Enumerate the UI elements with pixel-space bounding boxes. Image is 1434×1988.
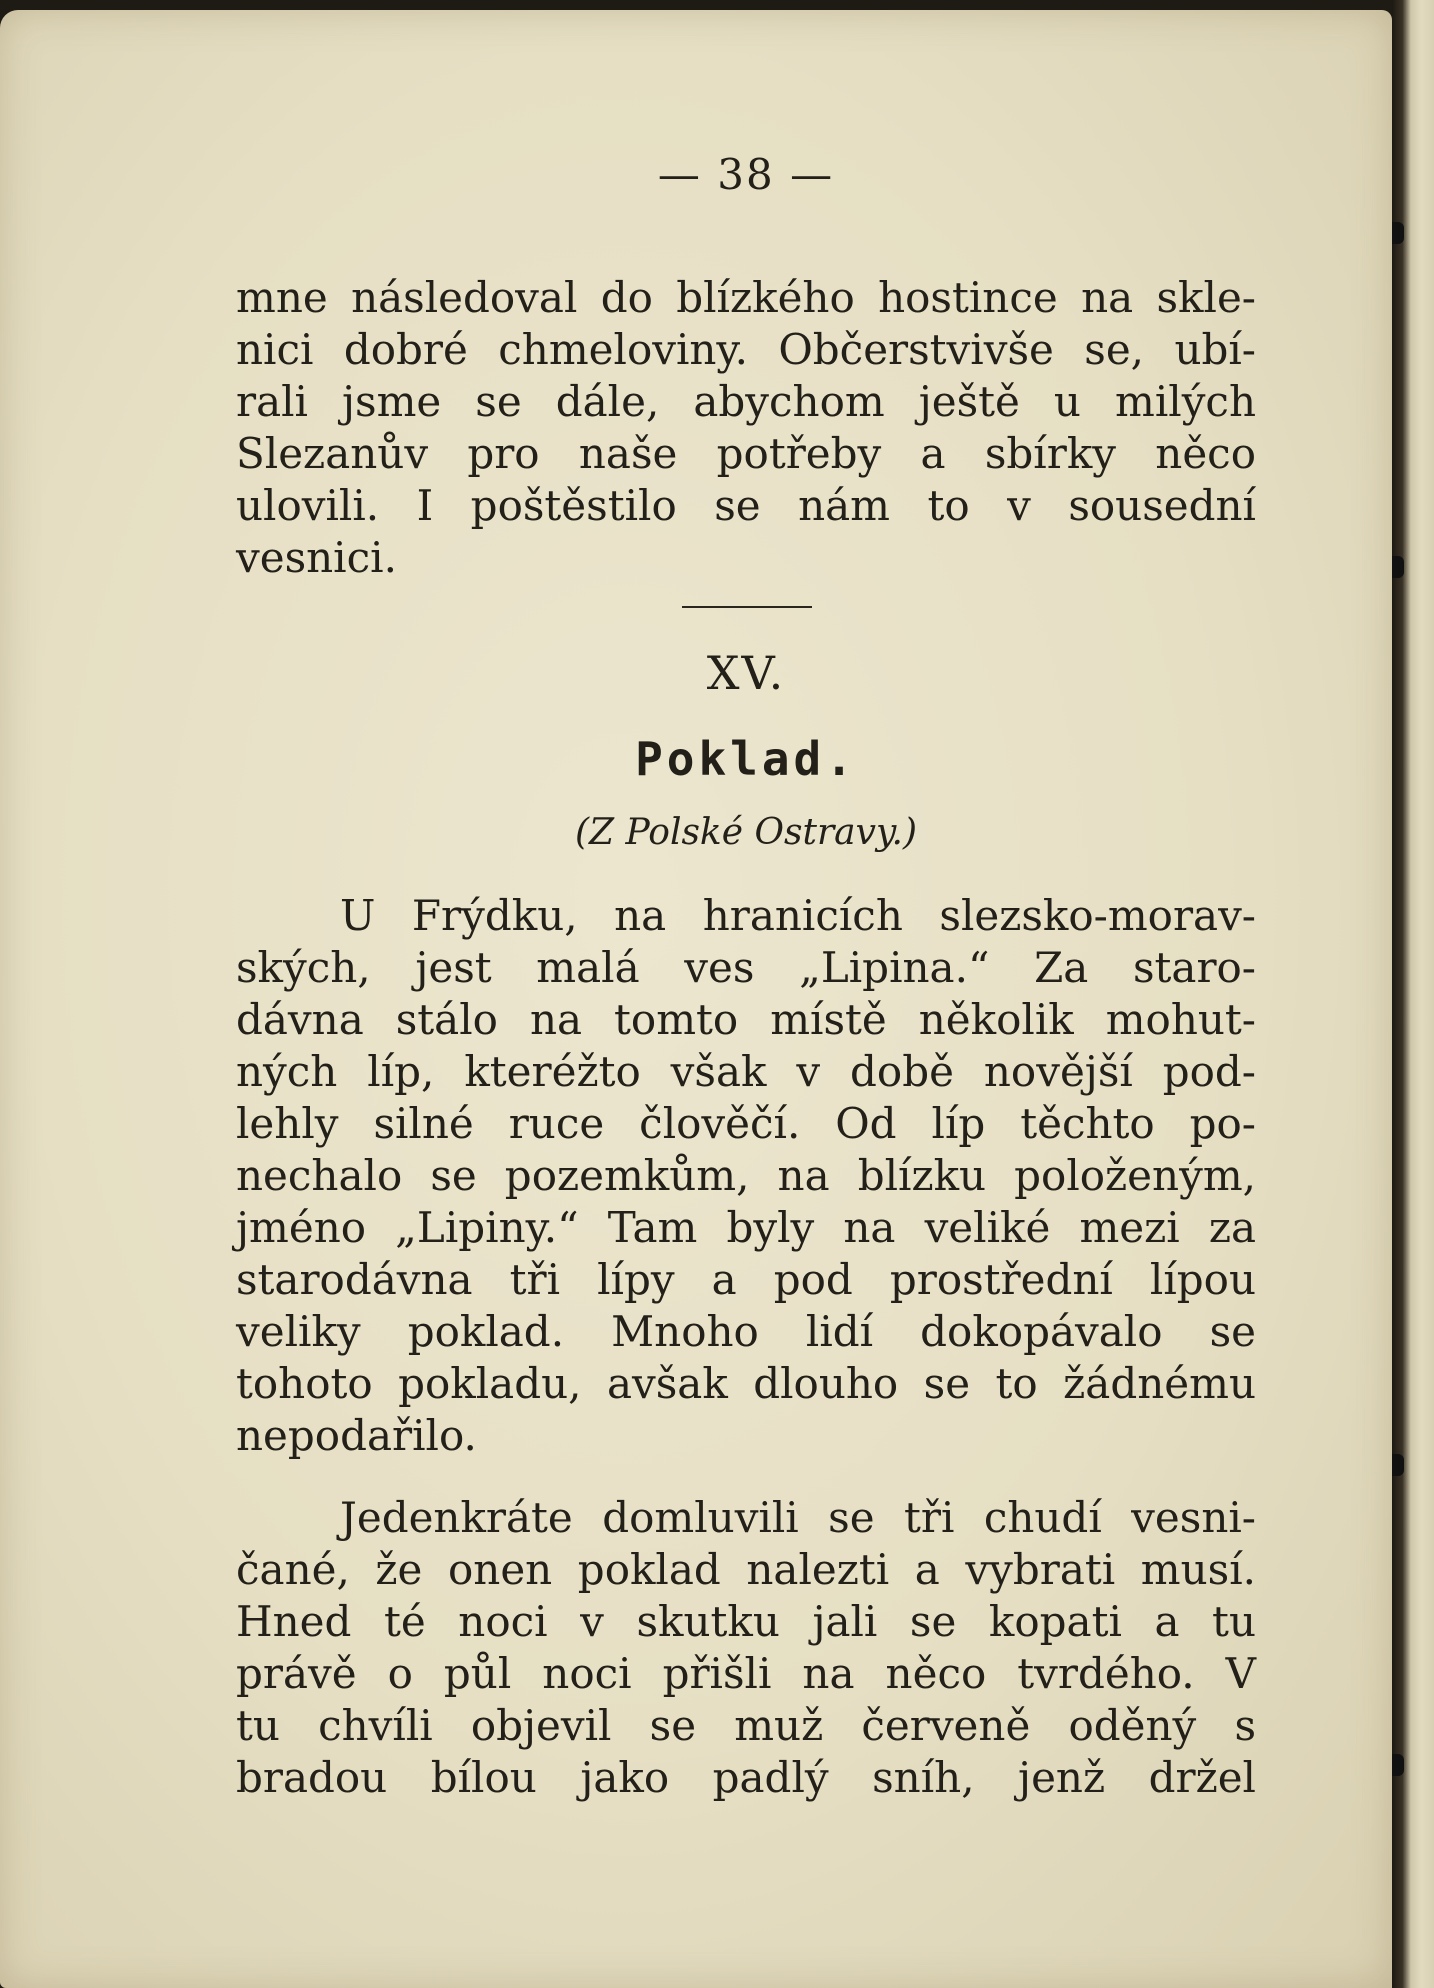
text-line: nici dobré chmeloviny. Občerstvivše se, ubí-: [236, 325, 1256, 374]
chapter-title: Poklad.: [635, 732, 857, 786]
paper-sheet: [0, 10, 1392, 1988]
text-line: U Frýdku, na hranicích slezsko-morav-: [340, 891, 1256, 940]
text-line: ulovili. I poštěstilo se nám to v sousední: [236, 481, 1256, 530]
text-line: vesnici.: [236, 533, 397, 582]
text-line: čané, že onen poklad nalezti a vybrati musí.: [236, 1545, 1256, 1594]
text-line: rali jsme se dále, abychom ještě u milých: [236, 377, 1256, 426]
text-line: jméno „Lipiny.“ Tam byly na veliké mezi za: [236, 1203, 1256, 1252]
binding-mark: [1392, 556, 1404, 578]
chapter-number: XV.: [706, 646, 786, 700]
adjacent-page-edge: [1392, 0, 1434, 1988]
text-line: nechalo se pozemkům, na blízku položeným,: [236, 1151, 1256, 1200]
binding-mark: [1392, 1754, 1404, 1776]
text-line: právě o půl noci přišli na něco tvrdého. V: [236, 1649, 1256, 1698]
text-line: Slezanův pro naše potřeby a sbírky něco: [236, 429, 1256, 478]
text-line: tohoto pokladu, avšak dlouho se to žádnému: [236, 1359, 1256, 1408]
text-line: mne následoval do blízkého hostince na skle-: [236, 273, 1256, 322]
text-line: Hned té noci v skutku jali se kopati a tu: [236, 1597, 1256, 1646]
text-line: lehly silné ruce člověčí. Od líp těchto po-: [236, 1099, 1256, 1148]
text-line: tu chvíli objevil se muž červeně oděný s: [236, 1701, 1256, 1750]
binding-mark: [1392, 222, 1404, 244]
text-line: veliky poklad. Mnoho lidí dokopávalo se: [236, 1307, 1256, 1356]
chapter-source: (Z Polské Ostravy.): [575, 812, 917, 853]
text-line: bradou bílou jako padlý sníh, jenž držel: [236, 1753, 1256, 1802]
text-line: ských, jest malá ves „Lipina.“ Za staro-: [236, 943, 1256, 992]
section-divider: [682, 606, 812, 608]
page-number: — 38 —: [657, 150, 835, 199]
text-line: ných líp, kteréžto však v době novější pod-: [236, 1047, 1256, 1096]
binding-mark: [1392, 1454, 1404, 1476]
text-line: nepodařilo.: [236, 1411, 477, 1460]
text-line: Jedenkráte domluvili se tři chudí vesni-: [340, 1493, 1256, 1542]
text-line: starodávna tři lípy a pod prostřední lípou: [236, 1255, 1256, 1304]
text-line: dávna stálo na tomto místě několik mohut-: [236, 995, 1256, 1044]
